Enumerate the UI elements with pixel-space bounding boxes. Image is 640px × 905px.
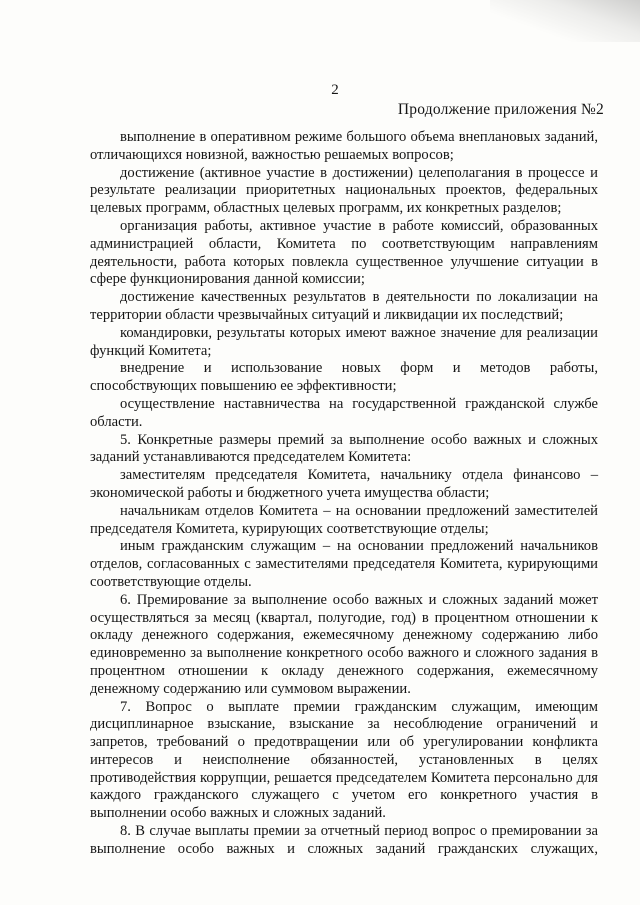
paragraph: достижение (активное участие в достижении) целеполагания в процессе и результате реализации приоритетных национальных проектов, федеральных целевых программ, областных целевых программ, их конкретных разделов;: [90, 164, 598, 217]
scan-shadow: [490, 0, 640, 42]
paragraph: 8. В случае выплаты премии за отчетный период вопрос о премировании за выполнение особо важных и сложных заданий гражданских служащих,: [90, 823, 598, 857]
paragraph: выполнение в оперативном режиме большого объема внеплановых заданий, отличающихся новизной, важностью решаемых вопросов;: [90, 129, 598, 163]
paragraph: заместителям председателя Комитета, начальнику отдела финансово – экономической работы и бюджетного учета имущества области;: [90, 467, 598, 501]
paragraph: достижение качественных результатов в деятельности по локализации на территории области чрезвычайных ситуаций и ликвидации их последствий;: [90, 289, 598, 323]
paragraph: внедрение и использование новых форм и методов работы, способствующих повышению ее эффективности;: [90, 360, 598, 395]
document-body: [90, 129, 598, 859]
page-number: 2: [331, 82, 339, 98]
paragraph: 7. Вопрос о выплате премии гражданским служащим, имеющим дисциплинарное взыскание, взыскание за несоблюдение ограничений и запретов, требований о предотвращении или об урегулировании конфликта интересов и неисполнение обязанностей, установленных в целях противодействия коррупции, решается председателем Комитета персонально для каждого гражданского служащего с учетом его конкретного участия в выполнении особо важных и сложных заданий.: [90, 698, 598, 822]
paragraph: осуществление наставничества на государственной гражданской службе области.: [90, 395, 598, 430]
appendix-continuation-note: Продолжение приложения №2: [397, 101, 604, 118]
paragraph: командировки, результаты которых имеют важное значение для реализации функций Комитета;: [90, 324, 598, 359]
paragraph: организация работы, активное участие в работе комиссий, образованных администрацией области, Комитета по соответствующим направлениям деятельности, работа которых повлекла существенное улучшение ситуации в сфере функционирования данной комиссии;: [90, 217, 598, 288]
paragraph: иным гражданским служащим – на основании предложений начальников отделов, согласованных с заместителями председателя Комитета, курирующими соответствующие отделы.: [90, 538, 598, 590]
paragraph: начальникам отделов Комитета – на основании предложений заместителей председателя Комитета, курирующих соответствующие отделы;: [90, 502, 598, 537]
paragraph: 5. Конкретные размеры премий за выполнение особо важных и сложных заданий устанавливаются председателем Комитета:: [90, 431, 598, 466]
paragraph: 6. Премирование за выполнение особо важных и сложных заданий может осуществляться за месяц (квартал, полугодие, год) в процентном отношении к окладу денежного содержания, ежемесячному денежному содержанию либо единовременно за выполнение конкретного особо важного и сложного задания в процентном отношении к окладу денежного содержания, ежемесячному денежному содержанию или суммовом выражении.: [90, 591, 598, 697]
